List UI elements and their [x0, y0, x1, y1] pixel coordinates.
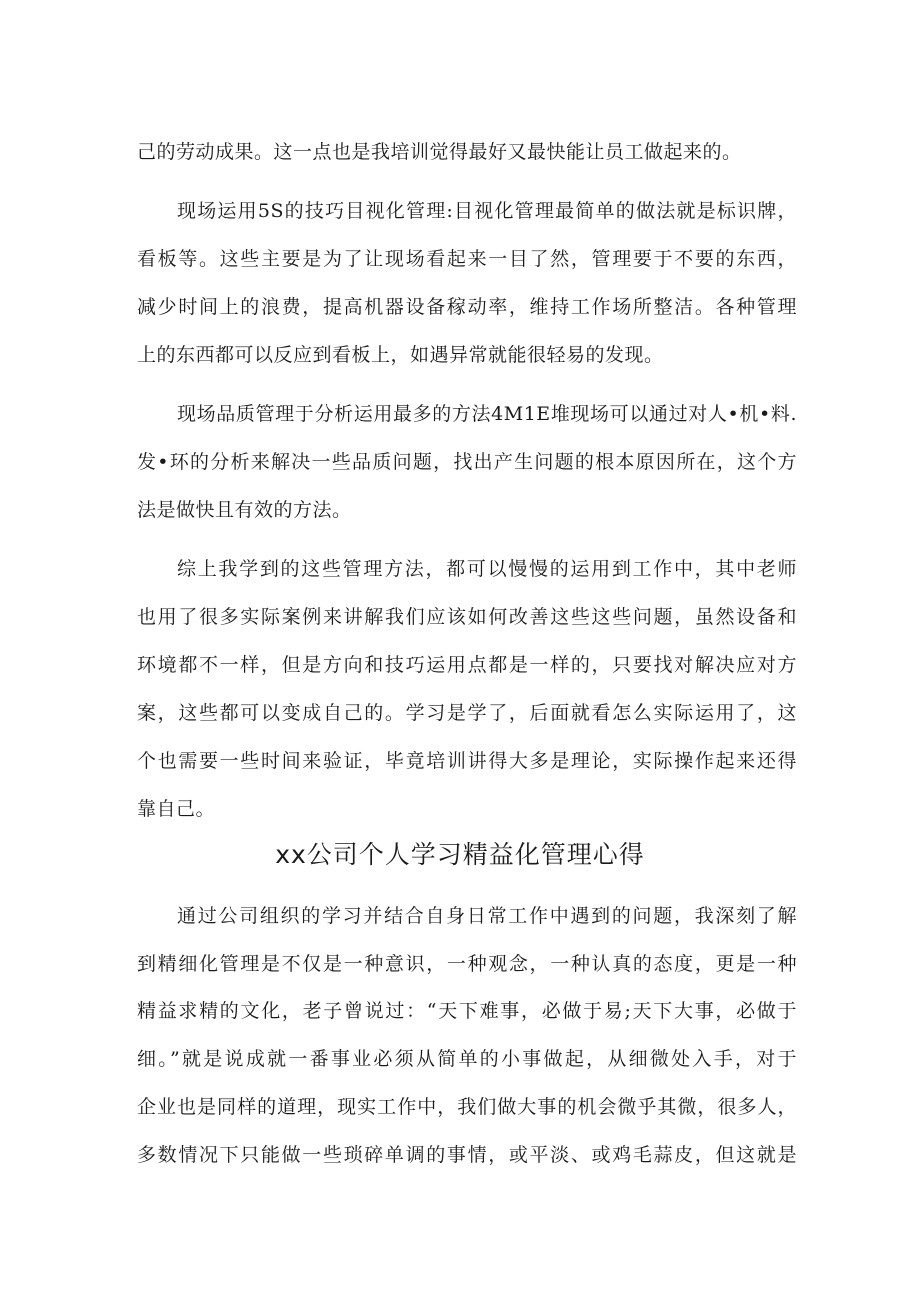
paragraph-0-line-0: 己的劳动成果。这一点也是我培训觉得最好又最快能让员工做起来的。: [137, 141, 742, 163]
paragraph-4-line-5: 多数情况下只能做一些琐碎单调的事情，或平淡、或鸡毛蒜皮，但这就是: [137, 1144, 797, 1166]
paragraph-3-line-0: 综上我学到的这些管理方法，都可以慢慢的运用到工作中，其中老师: [177, 558, 797, 580]
paragraph-1-line-0: 现场运用5S的技巧目视化管理:目视化管理最简单的做法就是标识牌，: [177, 200, 797, 222]
paragraph-2-line-1: 发•环的分析来解决一些品质问题，找出产生问题的根本原因所在，这个方: [137, 451, 797, 473]
paragraph-1-line-2: 减少时间上的浪费，提高机器设备稼动率，维持工作场所整洁。各种管理: [137, 296, 797, 318]
paragraph-3-line-2: 环境都不一样，但是方向和技巧运用点都是一样的，只要找对解决应对方: [137, 654, 797, 676]
paragraph-4-line-0: 通过公司组织的学习并结合自身日常工作中遇到的问题，我深刻了解: [177, 905, 797, 927]
paragraph-4-line-2: 精益求精的文化，老子曾说过：“天下难事，必做于易;天下大事，必做于: [137, 1000, 797, 1022]
paragraph-4-line-3: 细。”就是说成就一番事业必须从简单的小事做起，从细微处入手，对于: [137, 1048, 797, 1070]
paragraph-3-line-5: 靠自己。: [137, 798, 216, 820]
paragraph-1-line-1: 看板等。这些主要是为了让现场看起来一目了然，管理要于不要的东西，: [137, 248, 797, 270]
paragraph-2-line-2: 法是做快且有效的方法。: [137, 499, 352, 521]
paragraph-2-line-0: 现场品质管理于分析运用最多的方法4M1E堆现场可以通过对人•机•料.: [177, 403, 797, 425]
paragraph-4-line-4: 企业也是同样的道理，现实工作中，我们做大事的机会微乎其微，很多人，: [137, 1096, 797, 1118]
paragraph-3-line-3: 案，这些都可以变成自己的。学习是学了，后面就看怎么实际运用了，这: [137, 702, 797, 724]
section-title: xx公司个人学习精益化管理心得: [275, 840, 645, 869]
paragraph-3-line-4: 个也需要一些时间来验证，毕竟培训讲得大多是理论，实际操作起来还得: [137, 750, 797, 772]
paragraph-1-line-3: 上的东西都可以反应到看板上，如遇异常就能很轻易的发现。: [137, 344, 664, 366]
paragraph-3-line-1: 也用了很多实际案例来讲解我们应该如何改善这些这些问题，虽然设备和: [137, 606, 797, 628]
paragraph-4-line-1: 到精细化管理是不仅是一种意识，一种观念，一种认真的态度，更是一种: [137, 953, 797, 975]
